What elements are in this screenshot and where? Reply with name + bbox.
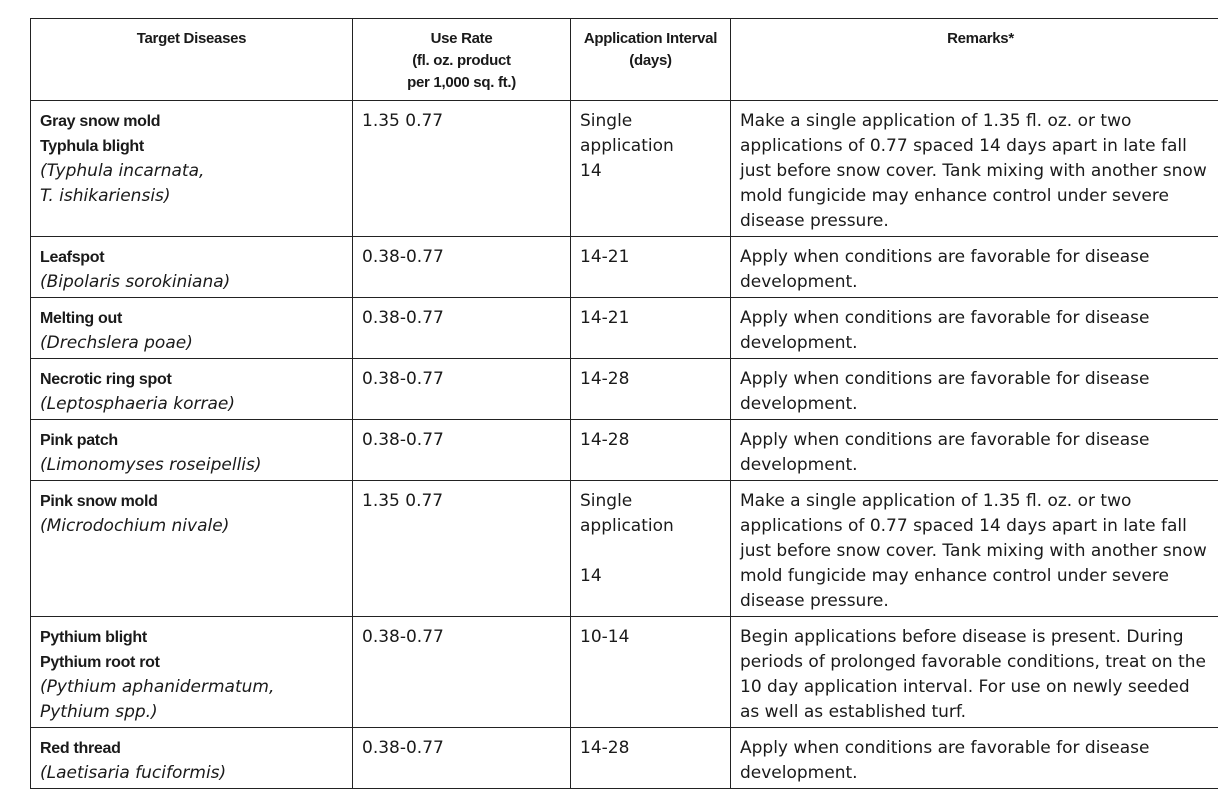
pathogen-scientific-name: (Pythium aphanidermatum, [40, 677, 275, 697]
remarks-cell [731, 298, 1218, 359]
remarks-line: development. [740, 272, 858, 292]
remarks-line: Apply when conditions are favorable for disease [740, 430, 1150, 450]
disease-name: Necrotic ring spot [40, 371, 172, 388]
header-application-interval [571, 19, 731, 101]
header-target-diseases [31, 19, 353, 101]
use-rate-cell [353, 359, 571, 420]
use-rate-value: 0.38-0.77 [362, 369, 444, 389]
interval-line [580, 539, 722, 564]
disease-name: Pythium root rot [40, 654, 160, 671]
use-rate-cell [353, 728, 571, 789]
header-remarks-label: Remarks* [947, 30, 1014, 47]
use-rate-cell [353, 481, 571, 617]
application-interval-cell [571, 617, 731, 728]
target-disease-cell [31, 481, 353, 617]
interval-line: 14-28 [580, 369, 630, 389]
remarks-cell [731, 728, 1218, 789]
target-disease-cell [31, 298, 353, 359]
remarks-cell [731, 101, 1218, 237]
remarks-line: mold fungicide may enhance control under severe [740, 186, 1169, 206]
application-interval-cell [571, 728, 731, 789]
pathogen-scientific-name: (Bipolaris sorokiniana) [40, 272, 231, 292]
application-interval-cell [571, 237, 731, 298]
disease-name: Pink snow mold [40, 493, 158, 510]
pathogen-scientific-name: Pythium spp.) [40, 702, 158, 722]
pathogen-scientific-name: (Drechslera poae) [40, 333, 193, 353]
remarks-line: disease pressure. [740, 211, 889, 231]
header-remarks [731, 19, 1218, 101]
header-rate-line: Use Rate [430, 30, 493, 47]
target-disease-cell [31, 359, 353, 420]
remarks-line: Apply when conditions are favorable for disease [740, 738, 1150, 758]
target-disease-cell [31, 420, 353, 481]
table-row [31, 617, 1218, 728]
remarks-line: Make a single application of 1.35 fl. oz. or two [740, 491, 1132, 511]
disease-name: Red thread [40, 740, 121, 757]
disease-name: Typhula blight [40, 138, 144, 155]
remarks-cell [731, 481, 1218, 617]
pathogen-scientific-name: T. ishikariensis) [40, 186, 171, 206]
interval-line: 14 [580, 566, 602, 586]
pathogen-scientific-name: (Leptosphaeria korrae) [40, 394, 235, 414]
remarks-line: Make a single application of 1.35 fl. oz. or two [740, 111, 1132, 131]
use-rate-value: 0.38-0.77 [362, 430, 444, 450]
application-interval-cell [571, 101, 731, 237]
use-rate-value: 1.35 0.77 [362, 111, 444, 131]
use-rate-cell [353, 617, 571, 728]
disease-name: Gray snow mold [40, 113, 161, 130]
use-rate-cell [353, 101, 571, 237]
table-row [31, 359, 1218, 420]
header-target-label: Target Diseases [136, 30, 247, 47]
use-rate-cell [353, 237, 571, 298]
remarks-line: just before snow cover. Tank mixing with another snow [740, 541, 1207, 561]
target-disease-cell [31, 617, 353, 728]
remarks-line: applications of 0.77 spaced 14 days apart in late fall [740, 516, 1187, 536]
remarks-line: mold fungicide may enhance control under severe [740, 566, 1169, 586]
remarks-line: Begin applications before disease is present. During [740, 627, 1184, 647]
use-rate-value: 0.38-0.77 [362, 627, 444, 647]
remarks-line: periods of prolonged favorable conditions, treat on the [740, 652, 1206, 672]
disease-name: Pink patch [40, 432, 118, 449]
table-row [31, 728, 1218, 789]
table-row [31, 481, 1218, 617]
remarks-line: just before snow cover. Tank mixing with another snow [740, 161, 1207, 181]
pathogen-scientific-name: (Microdochium nivale) [40, 516, 230, 536]
remarks-line: Apply when conditions are favorable for disease [740, 308, 1150, 328]
remarks-line: development. [740, 394, 858, 414]
remarks-line: development. [740, 333, 858, 353]
interval-line: 14-21 [580, 308, 630, 328]
use-rate-cell [353, 298, 571, 359]
header-use-rate [353, 19, 571, 101]
remarks-line: development. [740, 455, 858, 475]
application-interval-cell [571, 420, 731, 481]
pathogen-scientific-name: (Typhula incarnata, [40, 161, 205, 181]
remarks-cell [731, 420, 1218, 481]
target-disease-cell [31, 237, 353, 298]
remarks-cell [731, 237, 1218, 298]
use-rate-value: 0.38-0.77 [362, 738, 444, 758]
disease-rate-table [30, 18, 1218, 789]
remarks-line: as well as established turf. [740, 702, 967, 722]
remarks-line: 10 day application interval. For use on newly seeded [740, 677, 1190, 697]
table-row [31, 298, 1218, 359]
disease-name: Leafspot [40, 249, 105, 266]
application-interval-cell [571, 298, 731, 359]
interval-line: application [580, 516, 674, 536]
disease-name: Pythium blight [40, 629, 147, 646]
remarks-cell [731, 617, 1218, 728]
remarks-line: applications of 0.77 spaced 14 days apart in late fall [740, 136, 1187, 156]
interval-line: 14-28 [580, 738, 630, 758]
pathogen-scientific-name: (Laetisaria fuciformis) [40, 763, 227, 783]
table-row [31, 101, 1218, 237]
remarks-line: disease pressure. [740, 591, 889, 611]
target-disease-cell [31, 728, 353, 789]
header-row [31, 19, 1218, 101]
interval-line: Single [580, 111, 633, 131]
header-interval-line: (days) [629, 52, 672, 69]
remarks-cell [731, 359, 1218, 420]
interval-line: 14-28 [580, 430, 630, 450]
disease-name: Melting out [40, 310, 123, 327]
application-interval-cell [571, 359, 731, 420]
table-row [31, 237, 1218, 298]
header-interval-line: Application Interval [583, 30, 718, 47]
header-rate-line: (fl. oz. product [412, 52, 511, 69]
interval-line: Single [580, 491, 633, 511]
remarks-line: Apply when conditions are favorable for disease [740, 247, 1150, 267]
use-rate-cell [353, 420, 571, 481]
use-rate-value: 0.38-0.77 [362, 247, 444, 267]
table-row [31, 420, 1218, 481]
remarks-line: development. [740, 763, 858, 783]
application-interval-cell [571, 481, 731, 617]
use-rate-value: 1.35 0.77 [362, 491, 444, 511]
pathogen-scientific-name: (Limonomyses roseipellis) [40, 455, 262, 475]
interval-line: 14-21 [580, 247, 630, 267]
target-disease-cell [31, 101, 353, 237]
header-rate-line: per 1,000 sq. ft.) [407, 74, 516, 91]
use-rate-value: 0.38-0.77 [362, 308, 444, 328]
interval-line: 10-14 [580, 627, 630, 647]
table-body [31, 101, 1218, 789]
interval-line: 14 [580, 161, 602, 181]
interval-line: application [580, 136, 674, 156]
remarks-line: Apply when conditions are favorable for disease [740, 369, 1150, 389]
